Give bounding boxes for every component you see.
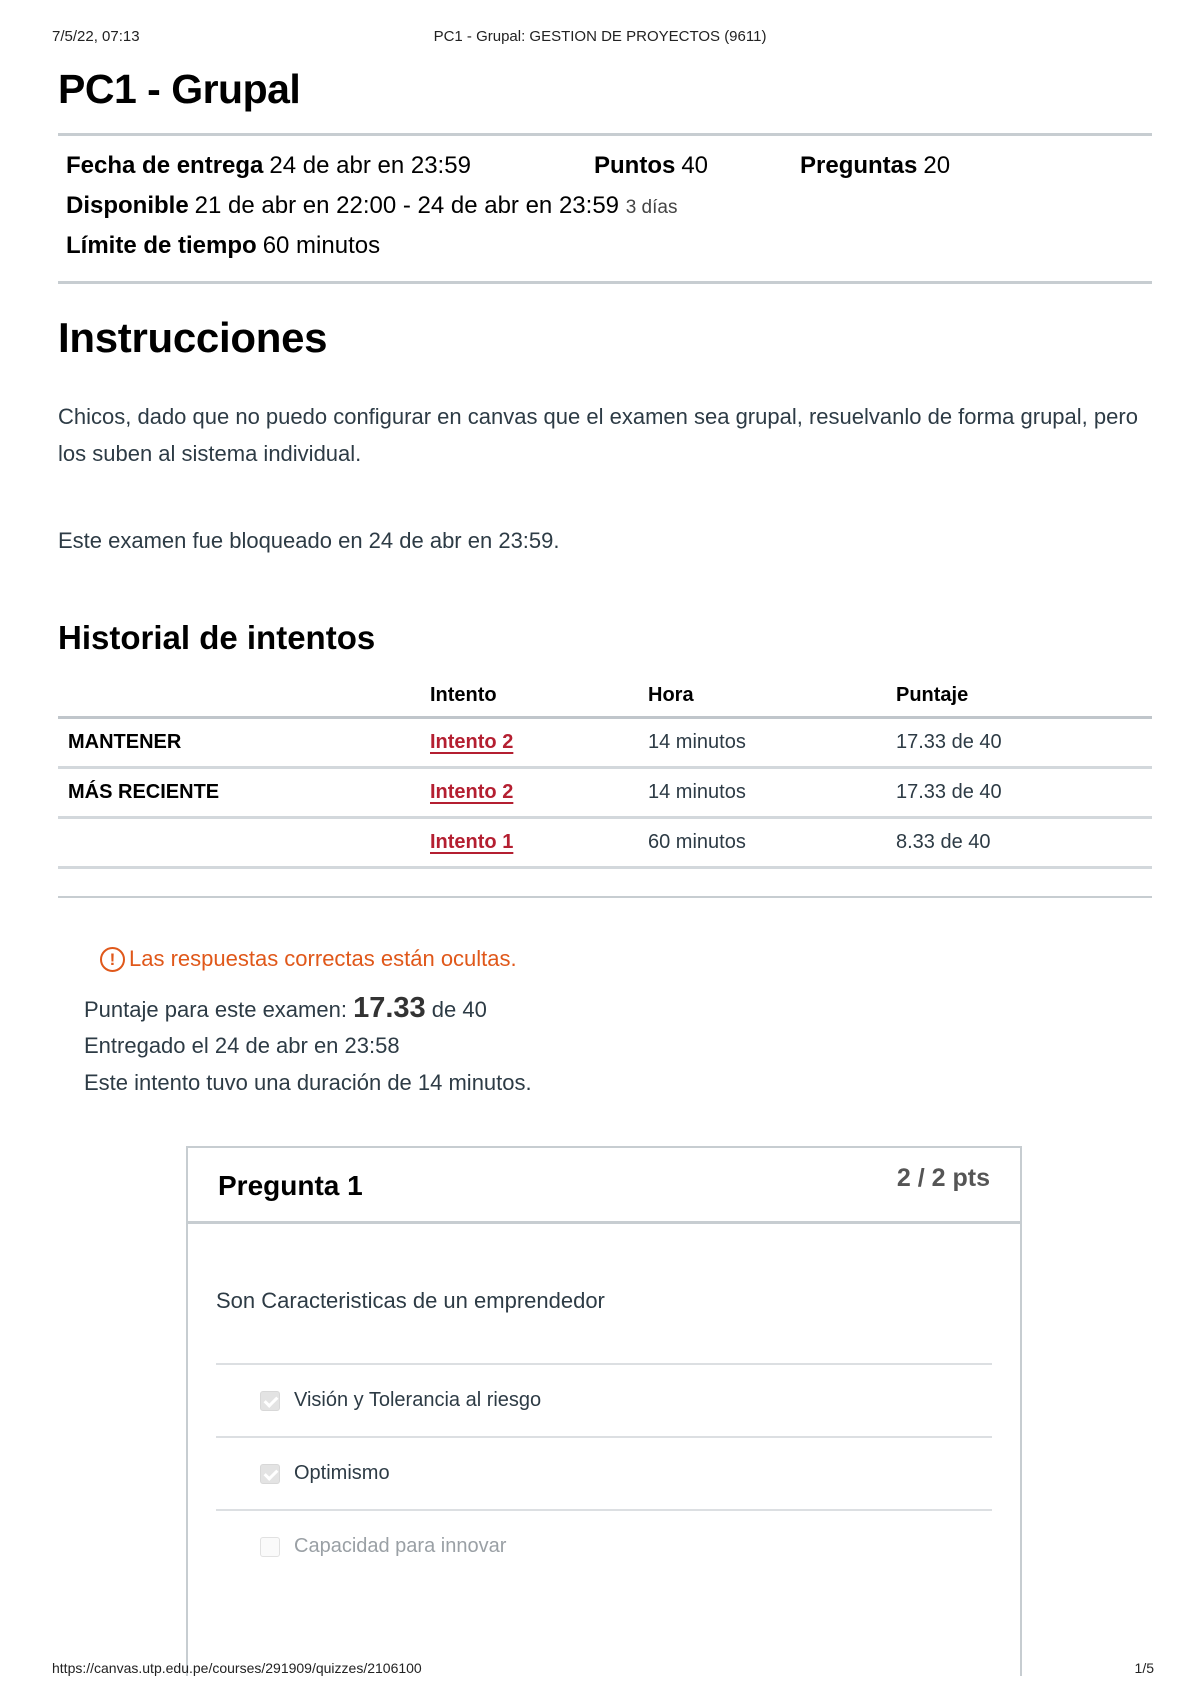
checkbox-checked-icon	[260, 1391, 280, 1411]
answer-label: Visión y Tolerancia al riesgo	[294, 1389, 542, 1411]
attempt-time: 14 minutos	[638, 717, 886, 767]
score-value: 17.33	[353, 992, 426, 1024]
question-points: 2 / 2 pts	[896, 1164, 990, 1192]
table-spacer-row	[58, 867, 1152, 897]
history-heading: Historial de intentos	[58, 619, 376, 656]
checkbox-checked-icon	[260, 1464, 280, 1484]
points-label: Puntos	[594, 152, 676, 179]
instructions-text: Chicos, dado que no puedo configurar en canvas que el examen sea grupal, resuelvanlo de forma grupal, pero los suben al sistema individual.	[58, 404, 1138, 466]
duration-line: Este intento tuvo una duración de 14 minutos.	[84, 1070, 532, 1095]
question-header	[188, 1148, 1020, 1224]
score-prefix: Puntaje para este examen:	[84, 997, 347, 1022]
due-value: 24 de abr en 23:59	[269, 152, 471, 179]
page-number: 1/5	[1134, 1660, 1154, 1676]
questions-value: 20	[923, 152, 951, 179]
question-title: Pregunta 1	[218, 1170, 363, 1201]
attempt-score: 8.33 de 40	[886, 817, 1152, 867]
alert-text: Las respuestas correctas están ocultas.	[129, 946, 517, 971]
points-value: 40	[681, 152, 709, 179]
table-row	[58, 717, 1152, 767]
attempt-time: 60 minutos	[638, 817, 886, 867]
meta-row-time-limit	[66, 226, 1144, 266]
answer-label: Optimismo	[294, 1462, 390, 1484]
locked-notice: Este examen fue bloqueado en 24 de abr en 23:59.	[58, 528, 560, 553]
available-days: 3 días	[625, 197, 678, 218]
print-url: https://canvas.utp.edu.pe/courses/291909/quizzes/2106100	[52, 1660, 422, 1676]
answer-label: Capacidad para innovar	[294, 1535, 507, 1557]
due-label: Fecha de entrega	[66, 152, 264, 179]
instructions-heading: Instrucciones	[58, 314, 328, 361]
attempt-kind: MANTENER	[58, 717, 420, 767]
attempt-summary	[84, 990, 1152, 1101]
print-doc-title: PC1 - Grupal: GESTION DE PROYECTOS (9611)	[433, 28, 767, 45]
attempt-score: 17.33 de 40	[886, 767, 1152, 817]
meta-row-due	[66, 146, 1144, 186]
quiz-title: PC1 - Grupal	[58, 66, 301, 112]
answer-option	[216, 1509, 992, 1582]
submitted-line: Entregado el 24 de abr en 23:58	[84, 1033, 400, 1058]
col-kind	[58, 675, 420, 717]
meta-row-available	[66, 186, 1144, 226]
answers-hidden-alert	[100, 946, 1152, 972]
divider	[58, 281, 1152, 284]
attempt-link[interactable]: Intento 2	[430, 780, 514, 803]
quiz-page	[58, 58, 1152, 1101]
attempts-table	[58, 675, 1152, 898]
score-suffix: de 40	[431, 997, 487, 1022]
col-score: Puntaje	[896, 683, 969, 706]
question-text: Son Caracteristicas de un emprendedor	[216, 1288, 605, 1313]
attempt-link[interactable]: Intento 1	[430, 830, 514, 853]
attempt-link[interactable]: Intento 2	[430, 730, 514, 753]
answer-option	[216, 1363, 992, 1436]
time-limit-value: 60 minutos	[262, 232, 381, 259]
attempt-kind	[58, 817, 420, 867]
answer-option	[216, 1436, 992, 1509]
attempt-score: 17.33 de 40	[886, 717, 1152, 767]
time-limit-label: Límite de tiempo	[66, 232, 257, 259]
available-label: Disponible	[66, 192, 189, 219]
table-row	[58, 767, 1152, 817]
questions-label: Preguntas	[800, 152, 918, 179]
warning-circle-icon: !	[100, 947, 125, 972]
attempt-kind: MÁS RECIENTE	[58, 767, 420, 817]
checkbox-unchecked-icon	[260, 1537, 280, 1557]
attempts-header-row	[58, 675, 1152, 717]
col-time: Hora	[648, 683, 694, 706]
quiz-meta	[58, 136, 1152, 281]
print-date: 7/5/22, 07:13	[52, 28, 140, 45]
print-header	[0, 28, 1200, 48]
attempt-time: 14 minutos	[638, 767, 886, 817]
question-card	[186, 1146, 1022, 1676]
table-row	[58, 817, 1152, 867]
col-attempt: Intento	[430, 683, 497, 706]
question-body	[188, 1288, 1020, 1582]
score-line	[84, 990, 1152, 1027]
available-value: 21 de abr en 22:00 - 24 de abr en 23:59	[194, 192, 620, 219]
